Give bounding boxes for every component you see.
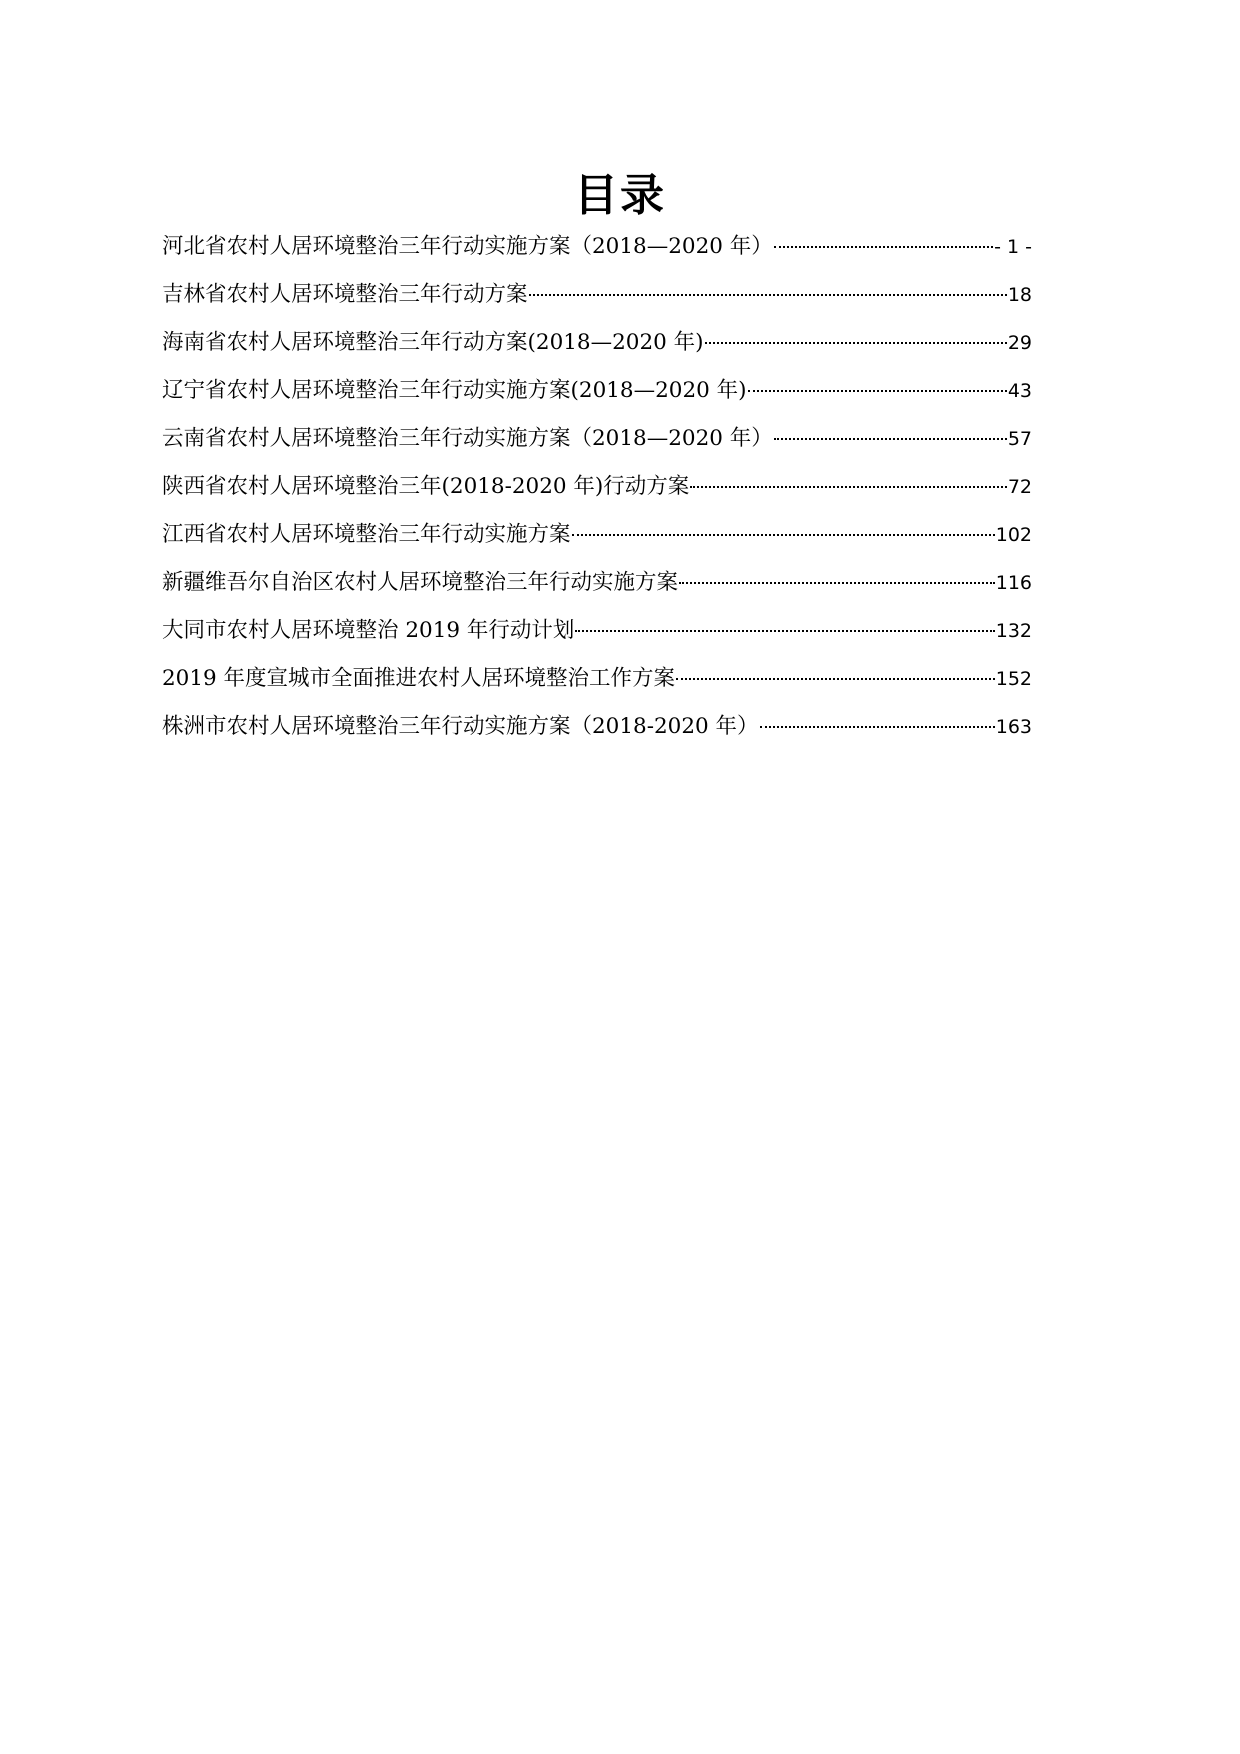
toc-entry-title: 海南省农村人居环境整治三年行动方案(2018—2020 年) xyxy=(162,330,704,355)
toc-dot-leader xyxy=(774,245,993,248)
toc-entry[interactable] xyxy=(162,223,1032,271)
toc-entry-title: 陕西省农村人居环境整治三年(2018-2020 年)行动方案 xyxy=(162,474,690,499)
toc-entry-title: 新疆维吾尔自治区农村人居环境整治三年行动实施方案 xyxy=(162,570,679,595)
toc-dot-leader xyxy=(572,533,995,536)
toc-dot-leader xyxy=(679,581,995,584)
toc-entry[interactable] xyxy=(162,463,1032,511)
toc-entry[interactable] xyxy=(162,271,1032,319)
toc-page-number: 29 xyxy=(1007,332,1032,354)
toc-entry[interactable] xyxy=(162,415,1032,463)
toc-entry-title: 2019 年度宣城市全面推进农村人居环境整治工作方案 xyxy=(162,666,676,691)
toc-entry[interactable] xyxy=(162,319,1032,367)
toc-entry[interactable] xyxy=(162,655,1032,703)
toc-entry-title: 大同市农村人居环境整治 2019 年行动计划 xyxy=(162,618,575,643)
toc-page-number: 163 xyxy=(995,716,1032,738)
toc-entry[interactable] xyxy=(162,607,1032,655)
toc-entry-title: 株洲市农村人居环境整治三年行动实施方案（2018-2020 年） xyxy=(162,714,759,739)
toc-entry-title: 吉林省农村人居环境整治三年行动方案 xyxy=(162,282,528,307)
toc-list xyxy=(162,223,1032,751)
toc-page-number: 18 xyxy=(1007,284,1032,306)
toc-dot-leader xyxy=(705,341,1007,344)
toc-entry-title: 江西省农村人居环境整治三年行动实施方案 xyxy=(162,522,571,547)
toc-page-number: 72 xyxy=(1007,476,1032,498)
toc-entry-title: 辽宁省农村人居环境整治三年行动实施方案(2018—2020 年) xyxy=(162,378,747,403)
toc-entry[interactable] xyxy=(162,559,1032,607)
toc-page-number: 43 xyxy=(1007,380,1032,402)
toc-dot-leader xyxy=(748,389,1007,392)
toc-dot-leader xyxy=(575,629,994,632)
toc-page-number: 57 xyxy=(1007,428,1032,450)
toc-page-number: - 1 - xyxy=(994,236,1032,258)
toc-entry-title: 河北省农村人居环境整治三年行动实施方案（2018—2020 年） xyxy=(162,234,773,259)
toc-page-number: 102 xyxy=(995,524,1032,546)
toc-entry[interactable] xyxy=(162,367,1032,415)
toc-dot-leader xyxy=(529,293,1007,296)
toc-dot-leader xyxy=(690,485,1007,488)
toc-page-number: 152 xyxy=(995,668,1032,690)
toc-page-number: 132 xyxy=(995,620,1032,642)
toc-dot-leader xyxy=(676,677,995,680)
toc-dot-leader xyxy=(774,437,1007,440)
toc-page-number: 116 xyxy=(995,572,1032,594)
toc-entry[interactable] xyxy=(162,511,1032,559)
toc-entry[interactable] xyxy=(162,703,1032,751)
toc-title: 目录 xyxy=(574,170,666,221)
toc-dot-leader xyxy=(760,725,995,728)
toc-entry-title: 云南省农村人居环境整治三年行动实施方案（2018—2020 年） xyxy=(162,426,773,451)
